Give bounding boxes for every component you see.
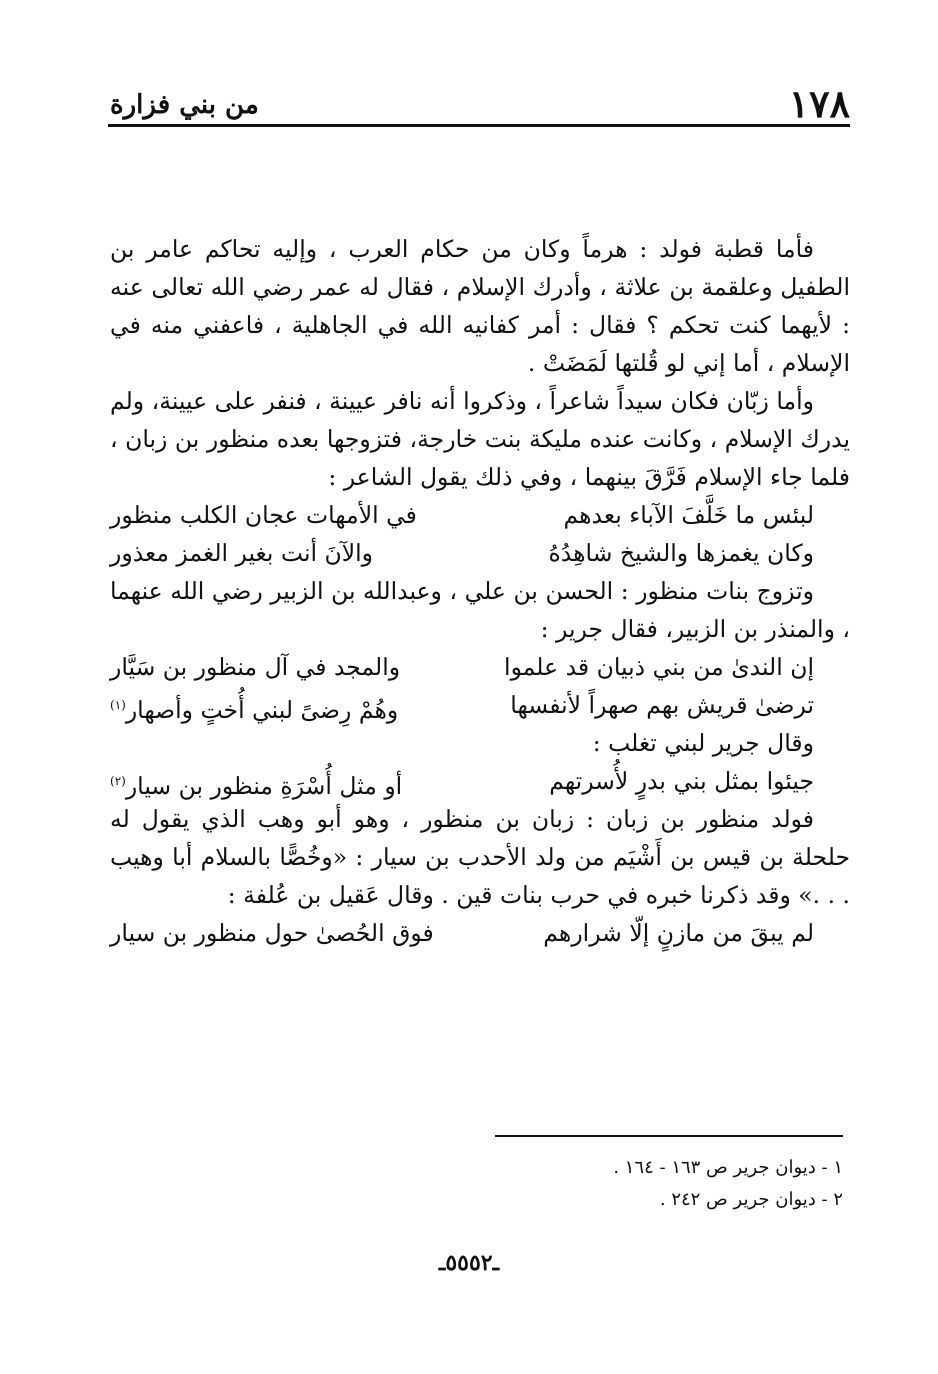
paragraph-jarir: وقال جرير لبني تغلب : (592, 729, 814, 757)
verse-line (110, 762, 850, 800)
paragraph-daughters: وتزوج بنات منظور : الحسن بن علي ، وعبدالله بن الزبير رضي الله عنهما ، والمنذر بن الزبير، فقال جرير : (110, 577, 850, 643)
folio-number: ـ٥٥٥٢ـ (438, 1250, 500, 1276)
verse-line (110, 534, 850, 572)
footnotes (110, 1152, 843, 1216)
verse-first-hemistich: لبئس ما خَلَّفَ الآباء بعدهم (563, 501, 814, 529)
verse-line (110, 496, 850, 534)
verse-second-hemistich: في الأمهات عجان الكلب منظور (110, 501, 417, 529)
verse-second-hemistich: والمجد في آل منظور بن سَيَّار (110, 653, 401, 681)
running-title: من بني فزارة (110, 90, 259, 120)
main-text (110, 230, 850, 952)
footnote-1: ١ - ديوان جرير ص ١٦٣ - ١٦٤ . (613, 1157, 843, 1178)
verse-second-hemistich (110, 686, 398, 729)
footnote-marker: (٢) (110, 774, 126, 788)
verse-first-hemistich: ترضىٰ قريش بهم صهراً لأنفسها (510, 691, 814, 719)
verse-line (110, 914, 850, 952)
header-rule (108, 124, 850, 127)
verse-text: أو مثل أُسْرَةِ منظور بن سيار (125, 771, 403, 800)
footnote-rule (495, 1135, 843, 1137)
verse-line (110, 686, 850, 724)
verse-first-hemistich: إن الندىٰ من بني ذبيان قد علموا (504, 653, 814, 681)
footnote-2: ٢ - ديوان جرير ص ٢٤٢ . (659, 1189, 843, 1210)
paragraph-manzur: فولد منظور بن زبان : زبان بن منظور ، وهو أبو وهب الذي يقول له حلحلة بن قيس بن أَشْيَم من ولد الأحدب بن سيار : «وخُصًّا بالسلام أبا وهيب . . .» وقد ذكرنا خبره في حرب بنات قين . وقال عَقيل بن عُلفة : (110, 805, 850, 909)
page-number: ١٧٨ (788, 81, 850, 126)
verse-text: وهُمْ رِضىً لبني أُختٍ وأصهار (125, 695, 399, 724)
footnote-marker: (١) (110, 698, 126, 712)
paragraph-zabban: وأما زبّان فكان سيداً شاعراً ، وذكروا أنه نافر عيينة ، فنفر على عيينة، ولم يدرك الإسلام ، وكانت عنده مليكة بنت خارجة، فتزوجها بعده منظور بن زبان ، فلما جاء الإسلام فَرَّقَ بينهما ، وفي ذلك يقول الشاعر : (110, 387, 850, 491)
paragraph-qutba: فأما قطبة فولد : هرماً وكان من حكام العرب ، وإليه تحاكم عامر بن الطفيل وعلقمة بن علاثة ، وأدرك الإسلام ، فقال له عمر رضي الله تعالى عنه : لأيهما كنت تحكم ؟ فقال : أمر كفانيه الله في الجاهلية ، فاعفني منه في الإسلام ، أما إني لو قُلتها لَمَضَتْ . (110, 235, 850, 377)
verse-first-hemistich: وكان يغمزها والشيخ شاهِدُهُ (548, 539, 814, 567)
verse-second-hemistich (110, 762, 402, 805)
verse-line (110, 648, 850, 686)
verse-second-hemistich: فوق الحُصىٰ حول منظور بن سيار (110, 919, 434, 947)
verse-first-hemistich: لم يبقَ من مازنٍ إلّا شرارهم (543, 919, 814, 947)
verse-second-hemistich: والآنَ أنت بغير الغمز معذور (110, 539, 374, 567)
page-header (110, 82, 850, 126)
verse-first-hemistich: جيئوا بمثل بني بدرٍ لأُسرتهم (549, 767, 814, 795)
